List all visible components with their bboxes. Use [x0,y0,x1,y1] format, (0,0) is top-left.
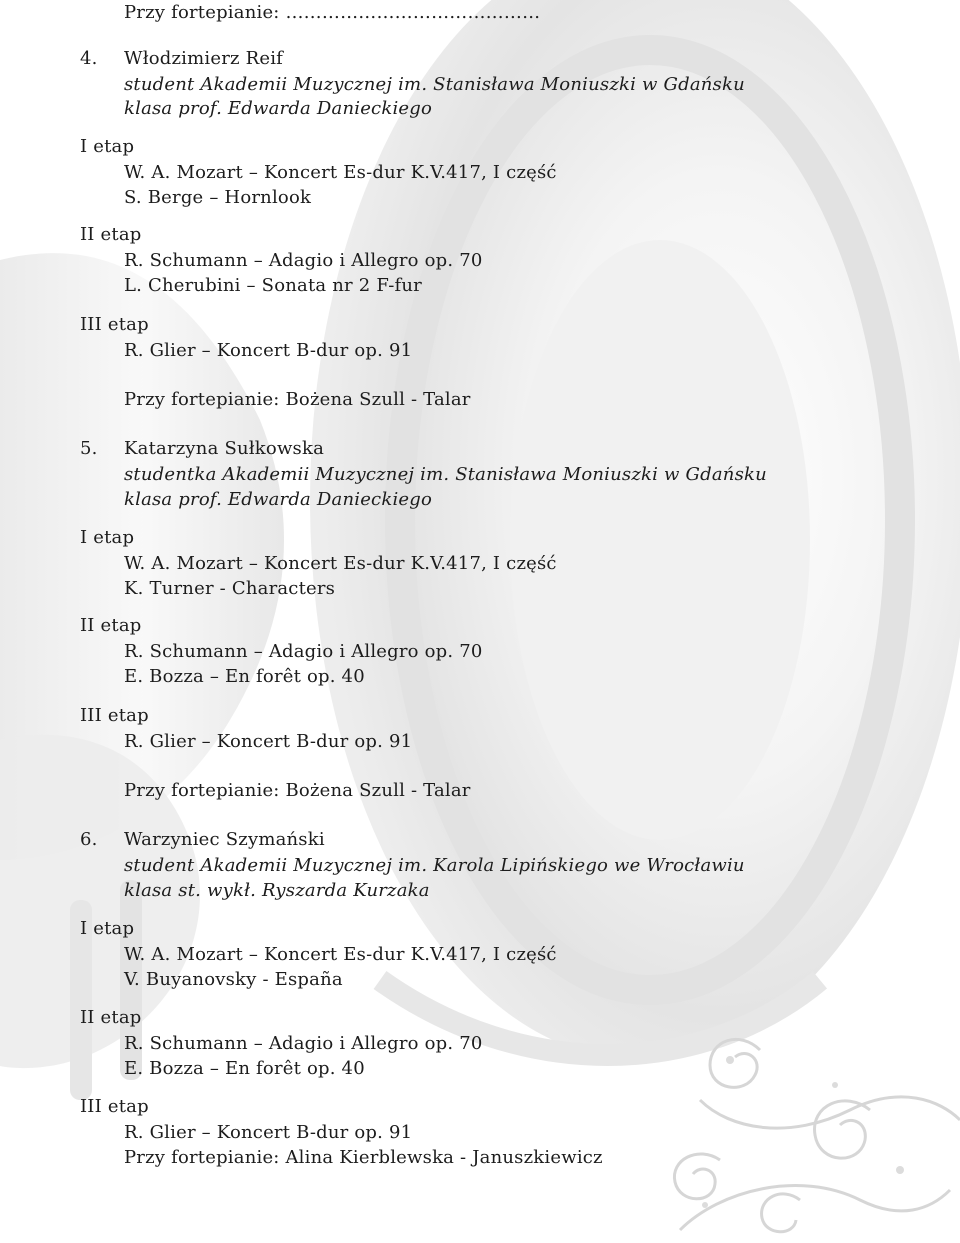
stage-label: I etap [80,527,135,548]
entry-number: 5. [80,438,98,459]
performer-class: klasa prof. Edwarda Danieckiego [124,98,433,119]
entry-number: 6. [80,829,98,850]
piece: R. Glier – Koncert B-dur op. 91 [124,340,413,361]
piece: V. Buyanovsky - España [124,969,343,990]
stage-label: I etap [80,918,135,939]
stage-label: I etap [80,136,135,157]
performer-name: Katarzyna Sułkowska [124,438,325,459]
piece: R. Glier – Koncert B-dur op. 91 [124,731,413,752]
piece: R. Schumann – Adagio i Allegro op. 70 [124,641,483,662]
performer-class: klasa st. wykł. Ryszarda Kurzaka [124,880,430,901]
stage-label: III etap [80,705,149,726]
stage-label: II etap [80,1007,142,1028]
pianist-line: Przy fortepianie: Alina Kierblewska - Januszkiewicz [124,1147,603,1168]
piece: W. A. Mozart – Koncert Es-dur K.V.417, I część [124,553,557,574]
piece: K. Turner - Characters [124,578,336,599]
performer-affiliation: student Akademii Muzycznej im. Stanisława Moniuszki w Gdańsku [124,74,745,95]
performer-name: Włodzimierz Reif [124,48,284,69]
piece: R. Schumann – Adagio i Allegro op. 70 [124,250,483,271]
piece: E. Bozza – En forêt op. 40 [124,1058,365,1079]
stage-label: III etap [80,1096,149,1117]
piece: E. Bozza – En forêt op. 40 [124,666,365,687]
performer-affiliation: studentka Akademii Muzycznej im. Stanisława Moniuszki w Gdańsku [124,464,767,485]
performer-class: klasa prof. Edwarda Danieckiego [124,489,433,510]
header-pianist-line: Przy fortepianie: …………………………………… [124,2,541,23]
piece: R. Schumann – Adagio i Allegro op. 70 [124,1033,483,1054]
piece: W. A. Mozart – Koncert Es-dur K.V.417, I część [124,162,557,183]
piece: R. Glier – Koncert B-dur op. 91 [124,1122,413,1143]
performer-affiliation: student Akademii Muzycznej im. Karola Lipińskiego we Wrocławiu [124,855,745,876]
piece: W. A. Mozart – Koncert Es-dur K.V.417, I część [124,944,557,965]
piece: S. Berge – Hornlook [124,187,312,208]
pianist-line: Przy fortepianie: Bożena Szull - Talar [124,389,471,410]
stage-label: II etap [80,224,142,245]
stage-label: II etap [80,615,142,636]
pianist-line: Przy fortepianie: Bożena Szull - Talar [124,780,471,801]
stage-label: III etap [80,314,149,335]
piece: L. Cherubini – Sonata nr 2 F-fur [124,275,422,296]
performer-name: Warzyniec Szymański [124,829,325,850]
entry-number: 4. [80,48,98,69]
